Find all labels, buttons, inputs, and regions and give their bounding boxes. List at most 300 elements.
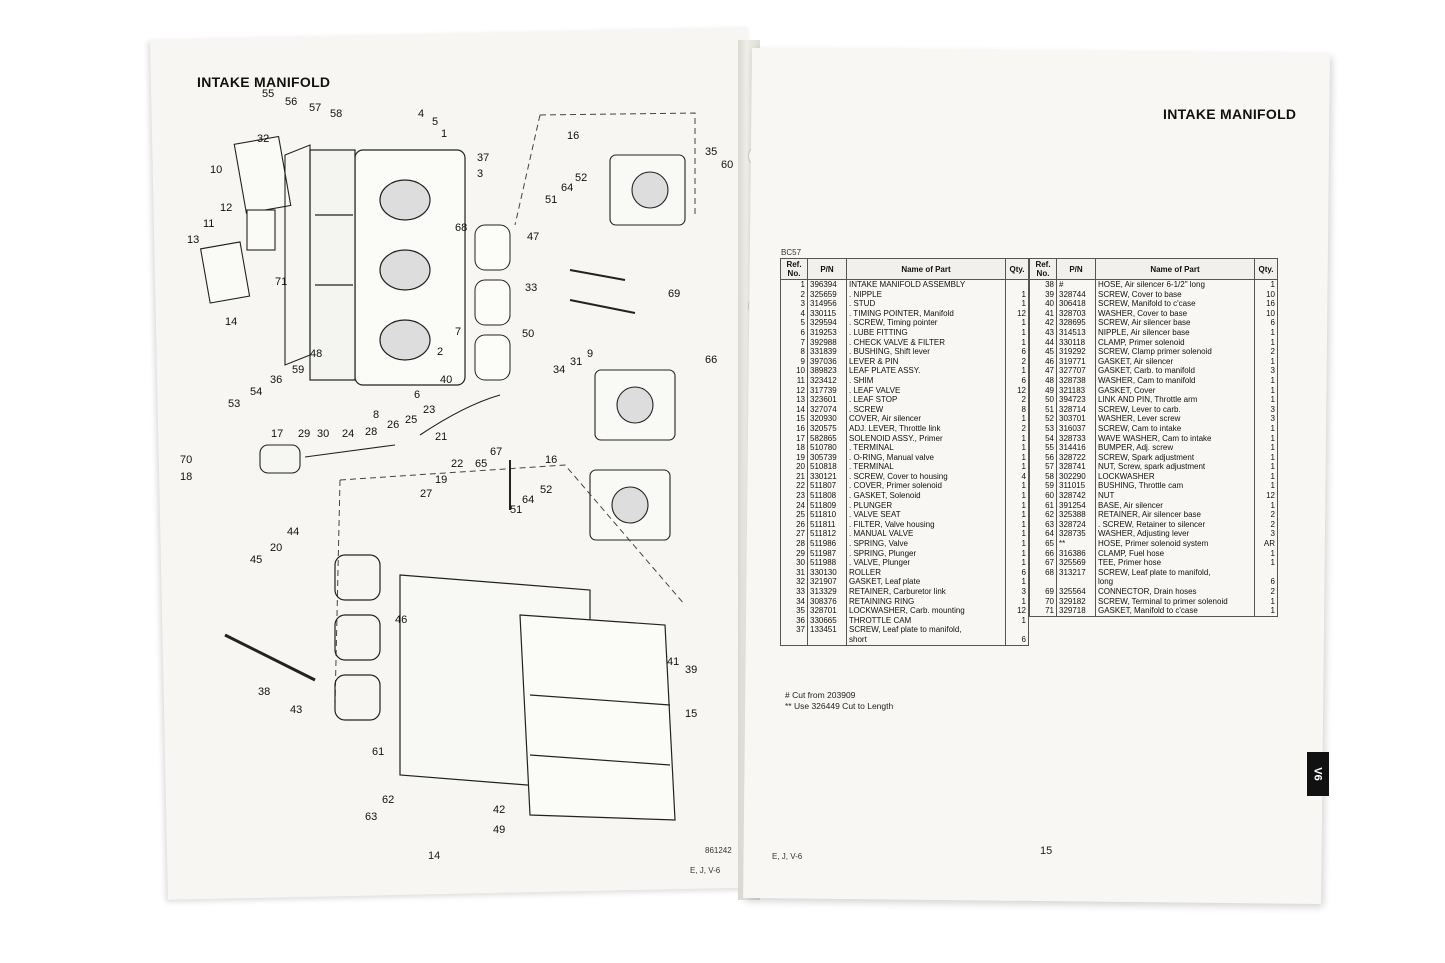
qty-cell: 6 xyxy=(1255,318,1278,328)
callout-10: 10 xyxy=(210,164,223,176)
ref-no-cell: 68 xyxy=(1030,568,1057,578)
callout-60: 60 xyxy=(721,159,734,171)
callout-65: 65 xyxy=(475,458,488,470)
part-name-cell: WASHER, Adjusting lever xyxy=(1096,529,1255,539)
part-name-cell: HOSE, Primer solenoid system xyxy=(1096,539,1255,549)
ref-no-cell: 65 xyxy=(1030,539,1057,549)
pn-cell: 320930 xyxy=(808,414,847,424)
callout-11: 11 xyxy=(203,218,215,230)
part-name-cell: LEAF PLATE ASSY. xyxy=(847,366,1006,376)
callout-37: 37 xyxy=(477,152,490,164)
part-name-cell: GASKET, Air silencer xyxy=(1096,357,1255,367)
callout-38: 38 xyxy=(258,686,271,698)
table-row xyxy=(1030,453,1278,463)
ref-no-cell: 26 xyxy=(781,520,808,530)
qty-cell: 1 xyxy=(1006,366,1029,376)
parts-table-right xyxy=(1029,258,1278,617)
part-name-cell: SCREW, Leaf plate to manifold, xyxy=(847,625,1006,635)
callout-47: 47 xyxy=(527,231,540,243)
qty-cell: 1 xyxy=(1255,376,1278,386)
callout-52b: 52 xyxy=(540,484,553,496)
qty-cell: 1 xyxy=(1255,434,1278,444)
qty-cell: 10 xyxy=(1255,309,1278,319)
qty-cell: 1 xyxy=(1006,491,1029,501)
qty-cell: 1 xyxy=(1006,462,1029,472)
qty-cell: 1 xyxy=(1255,328,1278,338)
header-name: Name of Part xyxy=(847,259,1006,280)
pn-cell: 510818 xyxy=(808,462,847,472)
part-name-cell: . LUBE FITTING xyxy=(847,328,1006,338)
exploded-parts-diagram xyxy=(165,85,735,845)
ref-no-cell: 2 xyxy=(781,290,808,300)
part-name-cell: GASKET, Leaf plate xyxy=(847,577,1006,587)
ref-no-cell: 17 xyxy=(781,434,808,444)
table-row xyxy=(781,635,1029,645)
ref-no-cell: 32 xyxy=(781,577,808,587)
pn-cell: 314513 xyxy=(1057,328,1096,338)
table-row xyxy=(1030,577,1278,587)
pn-cell: 327074 xyxy=(808,405,847,415)
pn-cell: 319253 xyxy=(808,328,847,338)
part-name-cell: SCREW, Terminal to primer solenoid xyxy=(1096,597,1255,607)
ref-no-cell: 16 xyxy=(781,424,808,434)
qty-cell: 1 xyxy=(1006,529,1029,539)
qty-cell: 3 xyxy=(1255,366,1278,376)
pn-cell: 511809 xyxy=(808,501,847,511)
qty-cell: 1 xyxy=(1255,453,1278,463)
ref-no-cell: 21 xyxy=(781,472,808,482)
ref-no-cell: 52 xyxy=(1030,414,1057,424)
table-row xyxy=(781,280,1029,290)
qty-cell: 4 xyxy=(1006,472,1029,482)
table-row xyxy=(1030,347,1278,357)
pn-cell: 511807 xyxy=(808,481,847,491)
carburetor-drawing xyxy=(590,155,685,540)
pn-cell: 323601 xyxy=(808,395,847,405)
table-row xyxy=(781,462,1029,472)
callout-22: 22 xyxy=(451,458,464,470)
part-name-cell: . SPRING, Plunger xyxy=(847,549,1006,559)
callout-55: 55 xyxy=(262,88,275,100)
callout-66: 66 xyxy=(705,354,718,366)
callout-30: 30 xyxy=(317,428,330,440)
pn-cell: 314956 xyxy=(808,299,847,309)
part-name-cell: CLAMP, Fuel hose xyxy=(1096,549,1255,559)
table-row xyxy=(781,577,1029,587)
part-name-cell: RETAINING RING xyxy=(847,597,1006,607)
ref-no-cell: 64 xyxy=(1030,529,1057,539)
part-name-cell: GASKET, Carb. to manifold xyxy=(1096,366,1255,376)
table-row xyxy=(781,443,1029,453)
table-row xyxy=(781,481,1029,491)
part-name-cell: WASHER, Cam to manifold xyxy=(1096,376,1255,386)
table-row xyxy=(1030,366,1278,376)
callout-19: 19 xyxy=(435,474,448,486)
pn-cell: 305739 xyxy=(808,453,847,463)
parts-table-left xyxy=(780,258,1029,646)
callout-49: 49 xyxy=(493,824,506,836)
ref-no-cell: 9 xyxy=(781,357,808,367)
part-name-cell: . TERMINAL xyxy=(847,462,1006,472)
part-name-cell: BASE, Air silencer xyxy=(1096,501,1255,511)
part-name-cell: WASHER, Cover to base xyxy=(1096,309,1255,319)
qty-cell: 3 xyxy=(1006,587,1029,597)
part-name-cell: long xyxy=(1096,577,1255,587)
ref-no-cell: 13 xyxy=(781,395,808,405)
qty-cell: 1 xyxy=(1006,520,1029,530)
header-pn: P/N xyxy=(808,259,847,280)
part-name-cell: LINK AND PIN, Throttle arm xyxy=(1096,395,1255,405)
part-name-cell: . O-RING, Manual valve xyxy=(847,453,1006,463)
pn-cell: 325564 xyxy=(1057,587,1096,597)
table-row xyxy=(1030,520,1278,530)
callout-5: 5 xyxy=(432,116,439,128)
callout-53: 53 xyxy=(228,398,241,410)
callout-48: 48 xyxy=(310,348,323,360)
table-row xyxy=(1030,472,1278,482)
table-row xyxy=(781,549,1029,559)
callout-31: 31 xyxy=(570,356,583,368)
table-row xyxy=(781,395,1029,405)
ref-no-cell: 60 xyxy=(1030,491,1057,501)
ref-no-cell: 66 xyxy=(1030,549,1057,559)
table-row xyxy=(781,424,1029,434)
ref-no-cell xyxy=(1030,577,1057,587)
pn-cell: 321183 xyxy=(1057,386,1096,396)
qty-cell: 1 xyxy=(1255,338,1278,348)
pn-cell: 397036 xyxy=(808,357,847,367)
ref-no-cell: 31 xyxy=(781,568,808,578)
footnote-cut-to-length: ** Use 326449 Cut to Length xyxy=(785,701,894,711)
part-name-cell: SCREW, Leaf plate to manifold, xyxy=(1096,568,1255,578)
pn-cell: 511812 xyxy=(808,529,847,539)
header-pn-2: P/N xyxy=(1057,259,1096,280)
callout-56: 56 xyxy=(285,96,298,108)
qty-cell: 1 xyxy=(1006,328,1029,338)
ref-no-cell: 1 xyxy=(781,280,808,290)
ref-no-cell: 42 xyxy=(1030,318,1057,328)
ref-no-cell: 8 xyxy=(781,347,808,357)
table-row xyxy=(781,510,1029,520)
callout-44: 44 xyxy=(287,526,300,538)
table-row xyxy=(1030,549,1278,559)
pn-cell: 392988 xyxy=(808,338,847,348)
header-qty: Qty. xyxy=(1006,259,1029,280)
table-row xyxy=(1030,405,1278,415)
right-model-code: E, J, V-6 xyxy=(772,852,803,861)
part-name-cell: . MANUAL VALVE xyxy=(847,529,1006,539)
qty-cell: 1 xyxy=(1006,290,1029,300)
ref-no-cell: 56 xyxy=(1030,453,1057,463)
table-row xyxy=(1030,539,1278,549)
table-row xyxy=(781,616,1029,626)
pn-cell: 328742 xyxy=(1057,491,1096,501)
pn-cell: 316037 xyxy=(1057,424,1096,434)
callout-71: 71 xyxy=(275,276,288,288)
pn-cell: 511988 xyxy=(808,558,847,568)
callout-28: 28 xyxy=(365,426,378,438)
callout-62: 62 xyxy=(382,794,395,806)
ref-no-cell: 39 xyxy=(1030,290,1057,300)
table-row xyxy=(781,520,1029,530)
ref-no-cell: 37 xyxy=(781,625,808,635)
callout-33: 33 xyxy=(525,282,538,294)
right-page-title: INTAKE MANIFOLD xyxy=(1163,106,1297,122)
callout-54: 54 xyxy=(250,386,263,398)
table-row xyxy=(1030,376,1278,386)
pn-cell: 511810 xyxy=(808,510,847,520)
qty-cell xyxy=(1006,280,1029,290)
callout-69: 69 xyxy=(668,288,681,300)
pn-cell: 511987 xyxy=(808,549,847,559)
callout-4: 4 xyxy=(418,108,425,120)
pn-cell: 133451 xyxy=(808,625,847,635)
ref-no-cell: 61 xyxy=(1030,501,1057,511)
part-name-cell: . LEAF VALVE xyxy=(847,386,1006,396)
pn-cell: ** xyxy=(1057,539,1096,549)
ref-no-cell: 57 xyxy=(1030,462,1057,472)
table-row xyxy=(781,558,1029,568)
pn-cell: 329594 xyxy=(808,318,847,328)
part-name-cell: WAVE WASHER, Cam to intake xyxy=(1096,434,1255,444)
table-row xyxy=(1030,386,1278,396)
callout-39: 39 xyxy=(685,664,698,676)
pn-cell: 328701 xyxy=(808,606,847,616)
table-row xyxy=(781,328,1029,338)
ref-no-cell: 10 xyxy=(781,366,808,376)
qty-cell: 1 xyxy=(1006,597,1029,607)
pn-cell: 325659 xyxy=(808,290,847,300)
qty-cell: 1 xyxy=(1006,434,1029,444)
table-row xyxy=(1030,414,1278,424)
table-row xyxy=(1030,491,1278,501)
callout-64: 64 xyxy=(561,182,574,194)
callout-45: 45 xyxy=(250,554,263,566)
ref-no-cell: 47 xyxy=(1030,366,1057,376)
callout-57: 57 xyxy=(309,102,322,114)
part-name-cell: RETAINER, Air silencer base xyxy=(1096,510,1255,520)
callout-64b: 64 xyxy=(522,494,535,506)
pn-cell: 319292 xyxy=(1057,347,1096,357)
table-row xyxy=(781,376,1029,386)
parts-table xyxy=(780,258,1292,678)
ref-no-cell: 55 xyxy=(1030,443,1057,453)
pn-cell: 328695 xyxy=(1057,318,1096,328)
callout-6: 6 xyxy=(414,389,421,401)
ref-no-cell: 4 xyxy=(781,309,808,319)
left-page-title: INTAKE MANIFOLD xyxy=(197,74,331,90)
table-row xyxy=(1030,462,1278,472)
part-name-cell: SCREW, Cam to intake xyxy=(1096,424,1255,434)
part-name-cell: NIPPLE, Air silencer base xyxy=(1096,328,1255,338)
ref-no-cell: 23 xyxy=(781,491,808,501)
ref-no-cell: 69 xyxy=(1030,587,1057,597)
table-row xyxy=(1030,424,1278,434)
pn-cell: 320575 xyxy=(808,424,847,434)
qty-cell: 1 xyxy=(1255,357,1278,367)
pn-cell: 306418 xyxy=(1057,299,1096,309)
pn-cell: 311015 xyxy=(1057,481,1096,491)
ref-no-cell: 49 xyxy=(1030,386,1057,396)
header-ref-no-2: Ref. No. xyxy=(1030,259,1057,280)
callout-7: 7 xyxy=(455,326,462,338)
pn-cell: 321907 xyxy=(808,577,847,587)
ref-no-cell: 5 xyxy=(781,318,808,328)
table-row xyxy=(781,491,1029,501)
table-row xyxy=(1030,328,1278,338)
ref-no-cell: 53 xyxy=(1030,424,1057,434)
pn-cell: 330115 xyxy=(808,309,847,319)
callout-14: 14 xyxy=(225,316,238,328)
part-name-cell: NUT, Screw, spark adjustment xyxy=(1096,462,1255,472)
part-name-cell: NUT xyxy=(1096,491,1255,501)
qty-cell: 6 xyxy=(1255,577,1278,587)
qty-cell: 1 xyxy=(1255,472,1278,482)
table-row xyxy=(781,434,1029,444)
table-row xyxy=(781,587,1029,597)
callout-70: 70 xyxy=(180,454,193,466)
ref-no-cell: 38 xyxy=(1030,280,1057,290)
ref-no-cell: 58 xyxy=(1030,472,1057,482)
part-name-cell: COVER, Air silencer xyxy=(847,414,1006,424)
part-name-cell: . SPRING, Valve xyxy=(847,539,1006,549)
table-row xyxy=(1030,510,1278,520)
ref-no-cell: 27 xyxy=(781,529,808,539)
callout-46: 46 xyxy=(395,614,408,626)
part-name-cell: SCREW, Air silencer base xyxy=(1096,318,1255,328)
table-row xyxy=(781,386,1029,396)
part-name-cell: ROLLER xyxy=(847,568,1006,578)
part-name-cell: CLAMP, Primer solenoid xyxy=(1096,338,1255,348)
pn-cell: 511808 xyxy=(808,491,847,501)
qty-cell: 1 xyxy=(1006,558,1029,568)
pn-cell: 313329 xyxy=(808,587,847,597)
part-name-cell: . BUSHING, Shift lever xyxy=(847,347,1006,357)
part-name-cell: THROTTLE CAM xyxy=(847,616,1006,626)
qty-cell: 16 xyxy=(1255,299,1278,309)
qty-cell: 1 xyxy=(1006,414,1029,424)
table-row xyxy=(781,405,1029,415)
table-row xyxy=(781,366,1029,376)
qty-cell: 1 xyxy=(1006,338,1029,348)
pn-cell: 314416 xyxy=(1057,443,1096,453)
pn-cell: 328738 xyxy=(1057,376,1096,386)
part-name-cell: LOCKWASHER xyxy=(1096,472,1255,482)
part-name-cell: SCREW, Clamp primer solenoid xyxy=(1096,347,1255,357)
ref-no-cell: 63 xyxy=(1030,520,1057,530)
table-row xyxy=(781,606,1029,616)
qty-cell: 1 xyxy=(1255,481,1278,491)
pn-cell: 328714 xyxy=(1057,405,1096,415)
pn-cell: 328722 xyxy=(1057,453,1096,463)
callout-61: 61 xyxy=(372,746,385,758)
pn-cell: 330665 xyxy=(808,616,847,626)
section-tab-v6[interactable] xyxy=(1307,752,1329,796)
part-name-cell: . TIMING POINTER, Manifold xyxy=(847,309,1006,319)
callout-41: 41 xyxy=(667,656,680,668)
pn-cell: 329718 xyxy=(1057,606,1096,616)
part-name-cell: WASHER, Lever screw xyxy=(1096,414,1255,424)
pn-cell: 328735 xyxy=(1057,529,1096,539)
callout-9: 9 xyxy=(587,348,594,360)
part-name-cell: TEE, Primer hose xyxy=(1096,558,1255,568)
part-name-cell: . SCREW, Retainer to silencer xyxy=(1096,520,1255,530)
pn-cell: 582865 xyxy=(808,434,847,444)
table-row xyxy=(781,338,1029,348)
pn-cell: 328744 xyxy=(1057,290,1096,300)
part-name-cell: . LEAF STOP xyxy=(847,395,1006,405)
qty-cell: 1 xyxy=(1255,280,1278,290)
part-name-cell: HOSE, Air silencer 6-1/2" long xyxy=(1096,280,1255,290)
ref-no-cell: 59 xyxy=(1030,481,1057,491)
pn-cell: 394723 xyxy=(1057,395,1096,405)
ref-no-cell: 11 xyxy=(781,376,808,386)
ref-no-cell: 25 xyxy=(781,510,808,520)
pn-cell: 328733 xyxy=(1057,434,1096,444)
header-qty-2: Qty. xyxy=(1255,259,1278,280)
qty-cell: 1 xyxy=(1255,443,1278,453)
ref-no-cell: 54 xyxy=(1030,434,1057,444)
ref-no-cell: 6 xyxy=(781,328,808,338)
table-row xyxy=(1030,309,1278,319)
callout-58: 58 xyxy=(330,108,343,120)
qty-cell: 1 xyxy=(1255,558,1278,568)
part-name-cell: SCREW, Manifold to c'case xyxy=(1096,299,1255,309)
part-name-cell: . VALVE, Plunger xyxy=(847,558,1006,568)
left-model-code: E, J, V-6 xyxy=(690,866,721,875)
table-row xyxy=(1030,501,1278,511)
table-row xyxy=(1030,357,1278,367)
left-page-number: 14 xyxy=(428,850,441,862)
qty-cell: 1 xyxy=(1255,462,1278,472)
qty-cell: 1 xyxy=(1255,424,1278,434)
part-name-cell: SCREW, Spark adjustment xyxy=(1096,453,1255,463)
table-row xyxy=(1030,280,1278,290)
ref-no-cell: 18 xyxy=(781,443,808,453)
qty-cell: 2 xyxy=(1006,395,1029,405)
callout-29: 29 xyxy=(298,428,311,440)
ref-no-cell: 45 xyxy=(1030,347,1057,357)
table-row xyxy=(1030,299,1278,309)
callout-43: 43 xyxy=(290,704,303,716)
qty-cell: 3 xyxy=(1255,414,1278,424)
part-name-cell: . TERMINAL xyxy=(847,443,1006,453)
ref-no-cell xyxy=(781,635,808,645)
pn-cell: 328703 xyxy=(1057,309,1096,319)
callout-27: 27 xyxy=(420,488,433,500)
table-row xyxy=(1030,558,1278,568)
pn-cell: 328724 xyxy=(1057,520,1096,530)
qty-cell: 1 xyxy=(1006,616,1029,626)
right-page-number: 15 xyxy=(1040,845,1053,857)
qty-cell: 2 xyxy=(1255,510,1278,520)
ref-no-cell: 12 xyxy=(781,386,808,396)
table-row xyxy=(1030,606,1278,616)
part-name-cell: SOLENOID ASSY., Primer xyxy=(847,434,1006,444)
part-name-cell: . SCREW, Cover to housing xyxy=(847,472,1006,482)
ref-no-cell: 67 xyxy=(1030,558,1057,568)
table-row xyxy=(1030,434,1278,444)
qty-cell: 1 xyxy=(1006,577,1029,587)
qty-cell: 1 xyxy=(1255,501,1278,511)
table-row xyxy=(1030,481,1278,491)
qty-cell: 1 xyxy=(1006,510,1029,520)
ref-no-cell: 71 xyxy=(1030,606,1057,616)
callout-59: 59 xyxy=(292,364,305,376)
part-name-cell: SCREW, Lever to carb. xyxy=(1096,405,1255,415)
header-name-2: Name of Part xyxy=(1096,259,1255,280)
callout-24: 24 xyxy=(342,428,355,440)
